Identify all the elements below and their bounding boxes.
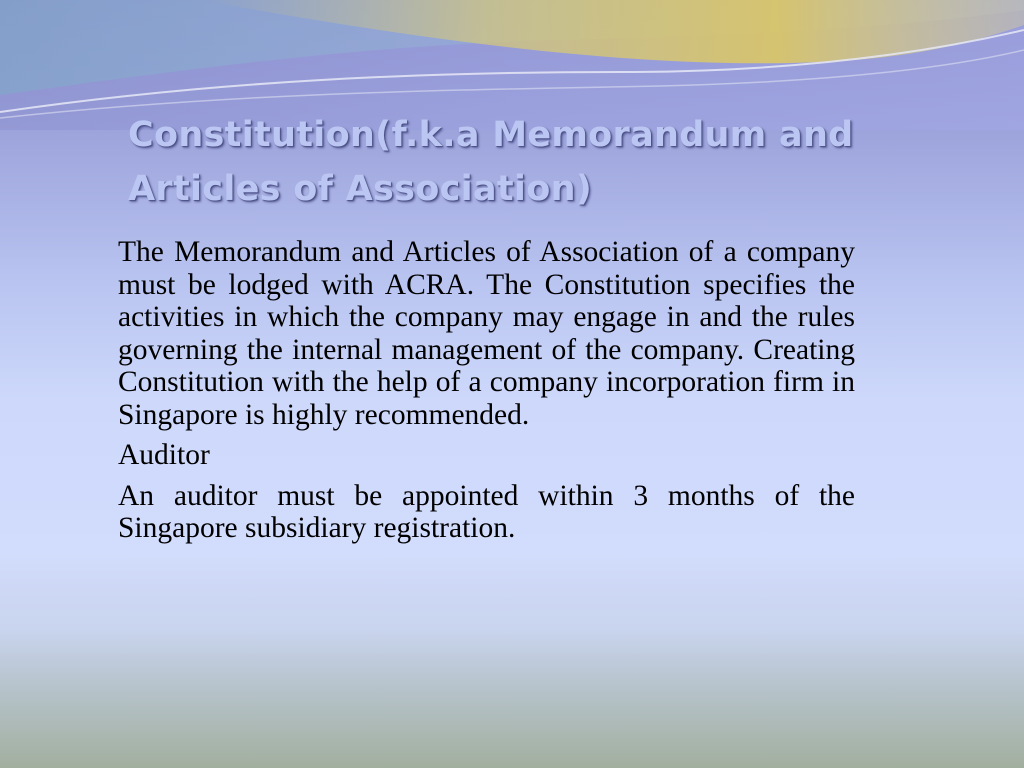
body-paragraph-constitution: The Memorandum and Articles of Association of a company must be lodged with ACRA. The Constitution specifies the activities in which the company may engage in and the rules governing the internal management of the company. Creating Constitution with the help of a company incorporation firm in Singapore is highly recommended. [118, 236, 855, 431]
slide-title: Constitution(f.k.a Memorandum and Articles of Association) [128, 115, 854, 209]
slide-body [118, 236, 855, 553]
body-paragraph-auditor: An auditor must be appointed within 3 months of the Singapore subsidiary registration. [118, 479, 855, 544]
body-paragraph-auditor-heading: Auditor [118, 439, 210, 471]
